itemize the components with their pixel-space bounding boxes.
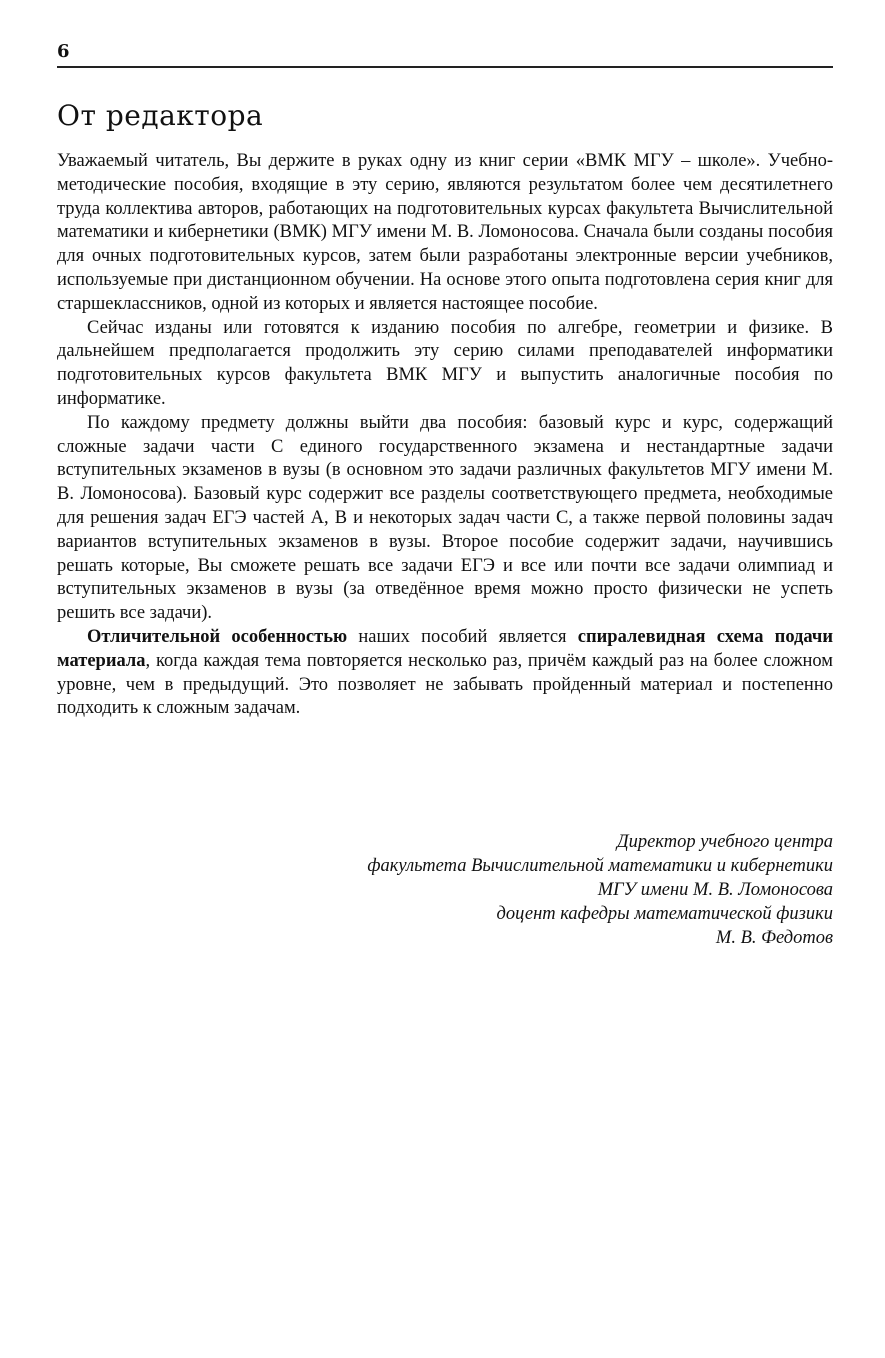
paragraph-3: По каждому предмету должны выйти два пособия: базовый курс и курс, содержащий сложные задачи части С единого государственного экзамена и нестандартные задачи вступительных экзаменов в вузы (в основном это задачи различных факультетов МГУ имени М. В. Ломоносова). Базовый курс содержит все разделы соответствующего предмета, необходимые для решения задач ЕГЭ частей А, В и некоторых задач части С, а также первой половины задач вариантов вступительных экзаменов в вузы. Второе пособие содержит задачи, научившись решать которые, Вы сможете решать все задачи ЕГЭ и все или почти все задачи олимпиад и вступительных экзаменов в вузы (за отведённое время можно просто физически не успеть решить все задачи).	[57, 412, 833, 624]
paragraph-4-text-2: , когда каждая тема повторяется несколько раз, причём каждый раз на более сложном уровне, чем в предыдущий. Это позволяет не забывать пройденный материал и постепенно подходить к сложным задачам.	[57, 650, 833, 719]
header-rule	[57, 66, 833, 68]
signature-line-1: Директор учебного центра	[616, 832, 833, 852]
signature-author-name: М. В. Федотов	[715, 928, 833, 948]
signature-block	[73, 830, 833, 950]
signature-line-4: доцент кафедры математической физики	[496, 904, 833, 924]
signature-line-2: факультета Вычислительной математики и кибернетики	[367, 856, 833, 876]
paragraph-2: Сейчас изданы или готовятся к изданию пособия по алгебре, геометрии и физике. В дальнейшем предполагается продолжить эту серию силами преподавателей информатики подготовительных курсов факультета ВМК МГУ и выпустить аналогичные пособия по информатике.	[57, 317, 833, 409]
paragraph-4-text-1: наших пособий является	[347, 626, 578, 647]
paragraph-1: Уважаемый читатель, Вы держите в руках одну из книг серии «ВМК МГУ – школе». Учебно-методические пособия, входящие в эту серию, являются результатом более чем десятилетнего труда коллектива авторов, работающих на подготовительных курсах факультета Вычислительной математики и кибернетики (ВМК) МГУ имени М. В. Ломоносова. Сначала были созданы пособия для очных подготовительных курсов, затем были разработаны электронные версии учебников, используемые при дистанционном обучении. На основе этого опыта подготовлена серия книг для старшеклассников, одной из которых и является настоящее пособие.	[57, 151, 833, 314]
emphasis-spiral-scheme: спиралевидная схема подачи материала	[57, 626, 833, 671]
page-number: 6	[57, 41, 70, 62]
paragraph-4	[57, 626, 833, 721]
body-text	[57, 150, 833, 721]
page-title: От редактора	[57, 99, 264, 132]
emphasis-distinctive-feature: Отличительной особенностью	[87, 626, 348, 647]
signature-line-3: МГУ имени М. В. Ломоносова	[597, 880, 833, 900]
